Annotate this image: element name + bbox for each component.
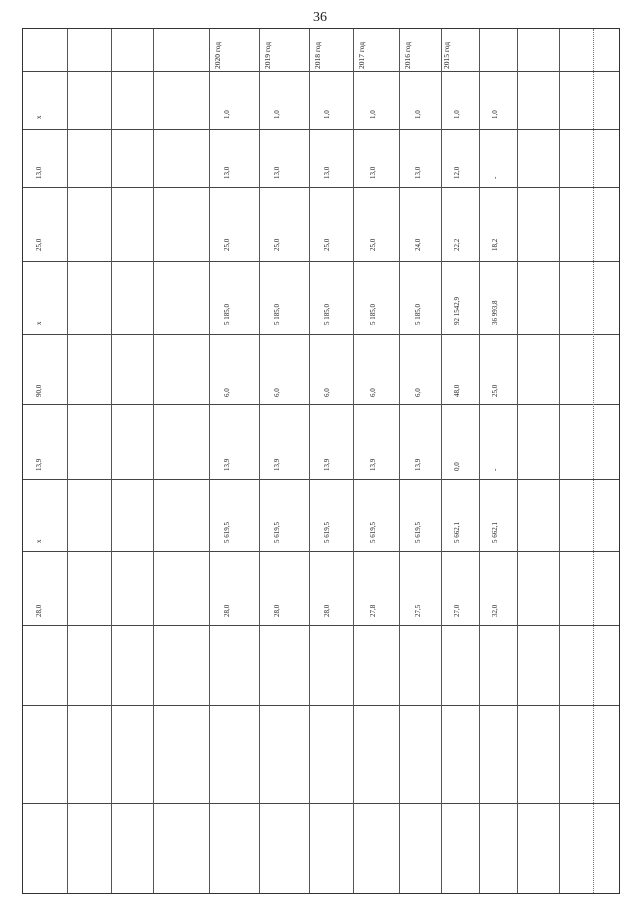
year-value: 13,9 xyxy=(323,458,331,471)
baseline-value: 1,0 xyxy=(491,110,499,119)
year-value: 5 662,1 xyxy=(453,522,461,543)
target-value: x xyxy=(35,115,43,119)
year-value: 5 185,0 xyxy=(223,304,231,325)
year-value: 22,2 xyxy=(453,238,461,251)
baseline-value: - xyxy=(491,176,499,179)
target-value: 90,0 xyxy=(35,384,43,397)
baseline-value: 32,0 xyxy=(491,604,499,617)
year-value: 28,0 xyxy=(273,604,281,617)
program-table xyxy=(22,28,620,894)
year-value: 5 619,5 xyxy=(323,522,331,543)
target-value: 25,0 xyxy=(35,238,43,251)
year-header-2018: 2018 год xyxy=(313,41,322,69)
year-value: 5 619,5 xyxy=(223,522,231,543)
year-value: 13,9 xyxy=(414,458,422,471)
year-value: 1,0 xyxy=(369,110,377,119)
year-value: 6,0 xyxy=(414,388,422,397)
year-value: 13,0 xyxy=(323,166,331,179)
target-value: x xyxy=(35,321,43,325)
year-header-2017: 2017 год xyxy=(357,41,366,69)
baseline-value: 25,0 xyxy=(491,384,499,397)
year-value: 1,0 xyxy=(273,110,281,119)
year-value: 6,0 xyxy=(223,388,231,397)
page-number: 36 xyxy=(313,10,327,25)
year-header-2019: 2019 год xyxy=(263,41,272,69)
year-value: 1,0 xyxy=(323,110,331,119)
year-value: 92 1542,9 xyxy=(453,297,461,325)
year-value: 27,0 xyxy=(453,604,461,617)
year-value: 12,0 xyxy=(453,166,461,179)
year-value: 25,0 xyxy=(223,238,231,251)
baseline-value: - xyxy=(491,468,499,471)
year-value: 5 619,5 xyxy=(273,522,281,543)
year-value: 6,0 xyxy=(369,388,377,397)
year-value: 13,0 xyxy=(223,166,231,179)
target-value: 28,0 xyxy=(35,604,43,617)
baseline-value: 5 662,1 xyxy=(491,522,499,543)
year-value: 5 185,0 xyxy=(414,304,422,325)
year-value: 5 185,0 xyxy=(323,304,331,325)
year-header-2020: 2020 год xyxy=(213,41,222,69)
baseline-value: 36 993,8 xyxy=(491,300,499,325)
year-value: 0,0 xyxy=(453,462,461,471)
year-value: 13,0 xyxy=(414,166,422,179)
baseline-value: 18,2 xyxy=(491,238,499,251)
year-value: 24,0 xyxy=(414,238,422,251)
year-value: 25,0 xyxy=(369,238,377,251)
year-header-2016: 2016 год xyxy=(403,41,412,69)
year-value: 13,9 xyxy=(223,458,231,471)
year-value: 27,8 xyxy=(369,604,377,617)
year-value: 5 619,5 xyxy=(414,522,422,543)
year-value: 1,0 xyxy=(223,110,231,119)
year-value: 27,5 xyxy=(414,604,422,617)
target-value: x xyxy=(35,539,43,543)
year-value: 48,0 xyxy=(453,384,461,397)
year-value: 13,0 xyxy=(273,166,281,179)
year-value: 6,0 xyxy=(323,388,331,397)
year-value: 25,0 xyxy=(273,238,281,251)
year-value: 5 619,5 xyxy=(369,522,377,543)
target-value: 13,9 xyxy=(35,458,43,471)
year-value: 1,0 xyxy=(414,110,422,119)
year-value: 5 185,0 xyxy=(369,304,377,325)
year-value: 28,0 xyxy=(323,604,331,617)
year-value: 25,0 xyxy=(323,238,331,251)
year-value: 5 185,0 xyxy=(273,304,281,325)
year-value: 1,0 xyxy=(453,110,461,119)
year-value: 28,0 xyxy=(223,604,231,617)
year-value: 13,0 xyxy=(369,166,377,179)
year-header-2015: 2015 год xyxy=(442,41,451,69)
year-value: 13,9 xyxy=(273,458,281,471)
year-value: 13,9 xyxy=(369,458,377,471)
year-value: 6,0 xyxy=(273,388,281,397)
target-value: 13,0 xyxy=(35,166,43,179)
